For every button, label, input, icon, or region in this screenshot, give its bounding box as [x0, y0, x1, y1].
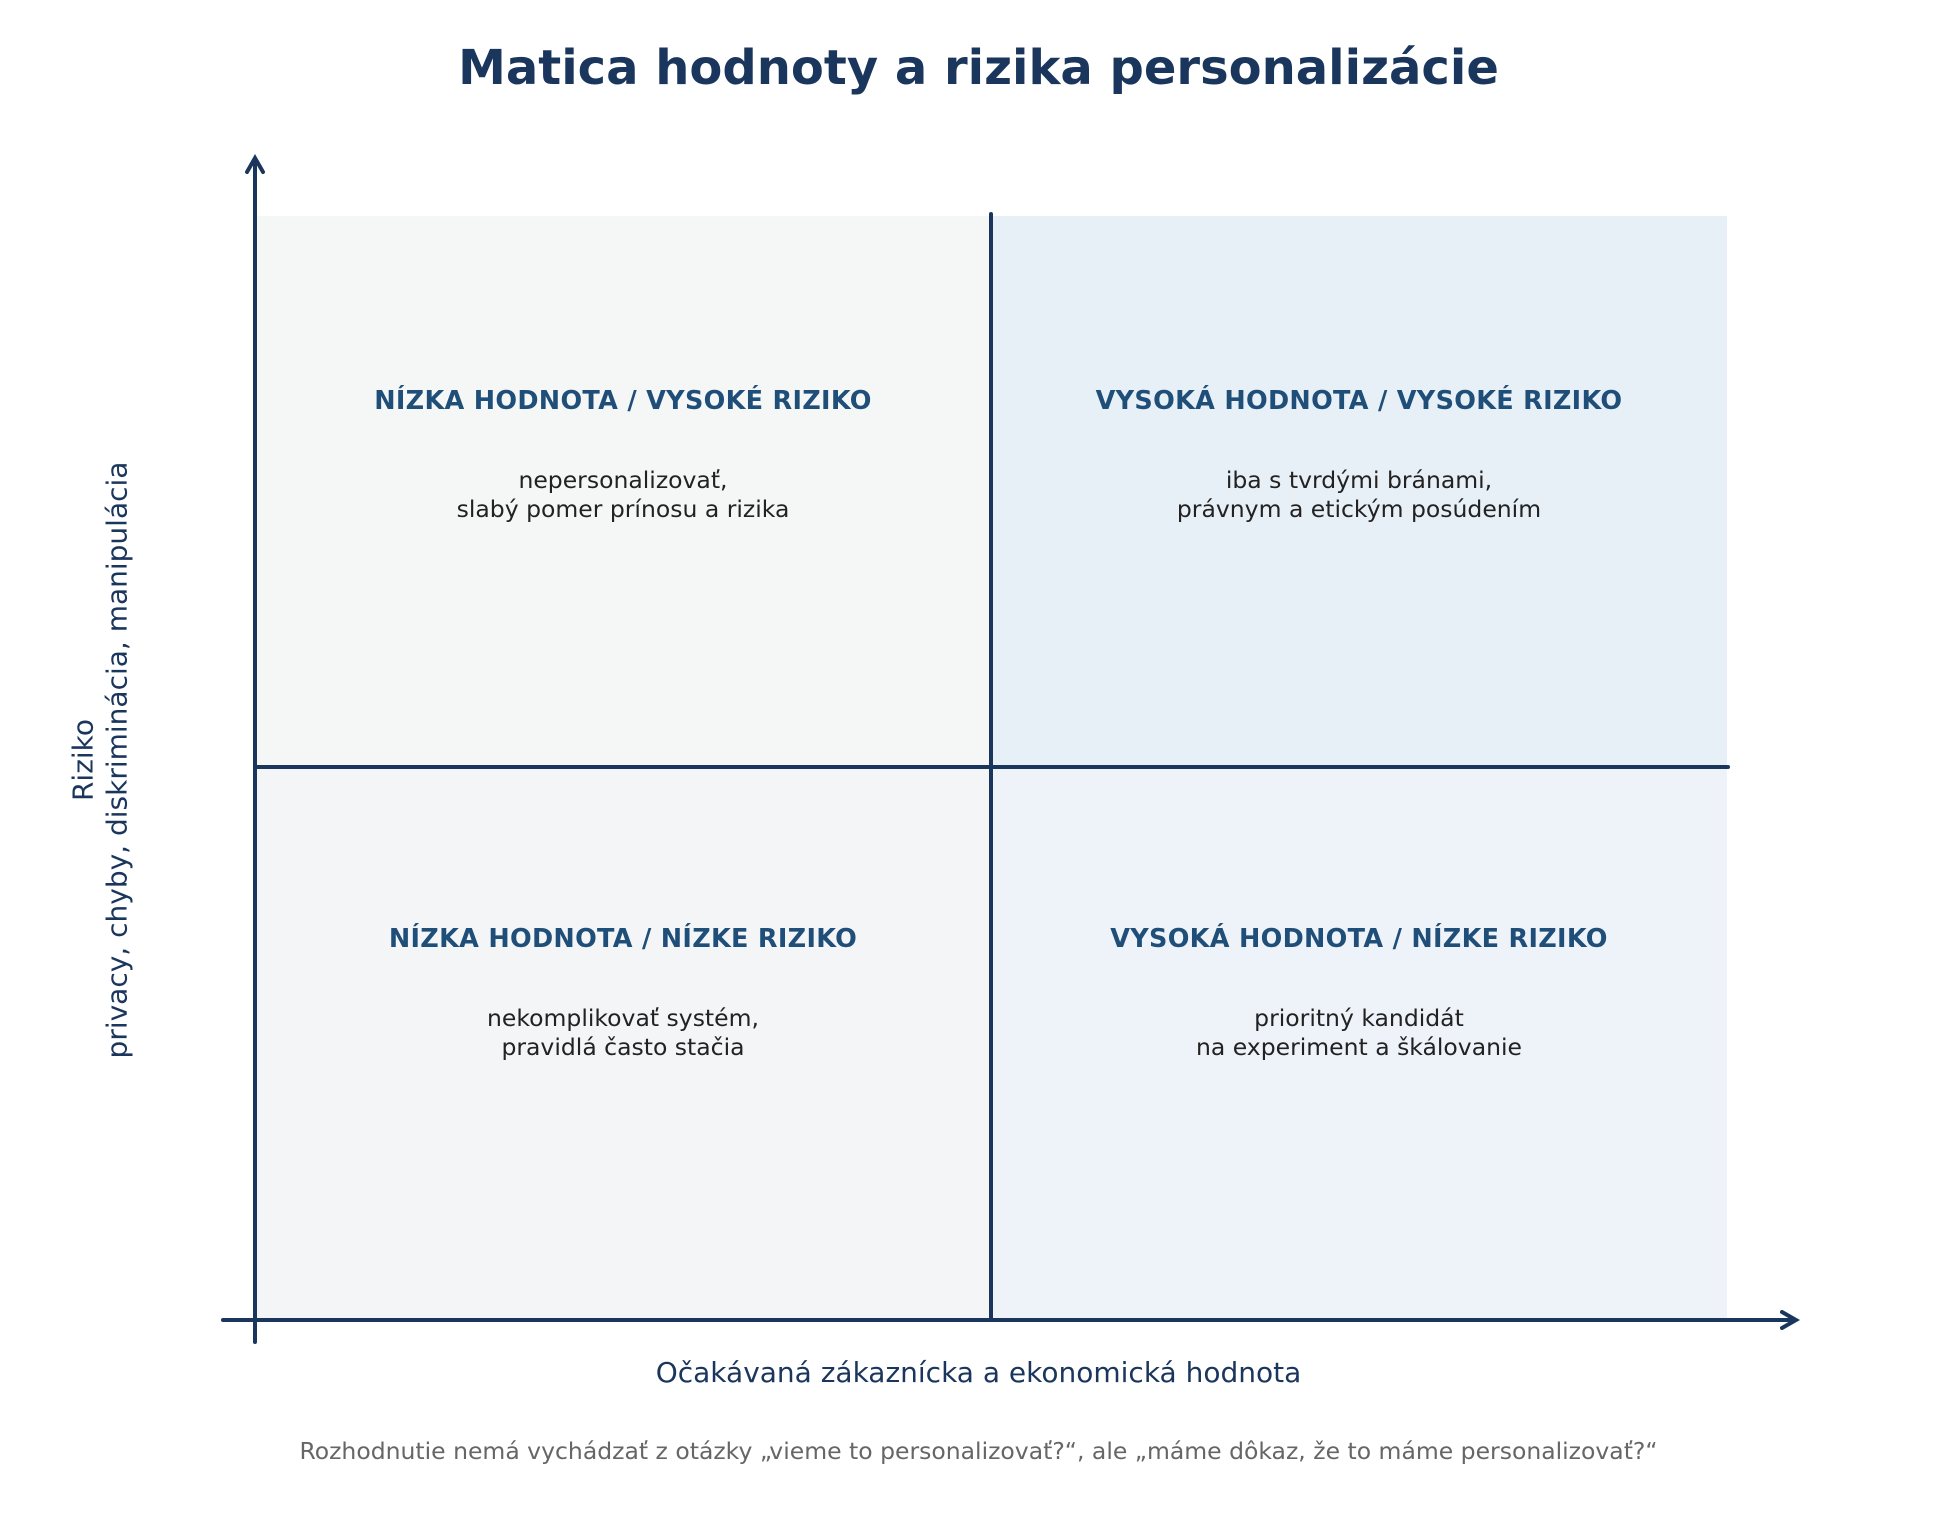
quadrant-bottom-left-title: NÍZKA HODNOTA / NÍZKE RIZIKO: [388, 924, 858, 954]
y-axis-label: [66, 410, 133, 1110]
quadrant-bottom-left-line2: pravidlá často stačia: [501, 1032, 745, 1061]
y-axis-label-line2: privacy, chyby, diskriminácia, manipulácia: [100, 461, 133, 1059]
quadrant-top-right-description: [995, 466, 1723, 523]
quadrant-bottom-right-title: VYSOKÁ HODNOTA / NÍZKE RIZIKO: [1110, 924, 1608, 954]
x-axis-label: Očakávaná zákaznícka a ekonomická hodnota: [655, 1356, 1302, 1389]
quadrant-top-left-line1: nepersonalizovať,: [518, 466, 728, 494]
quadrant-top-left-description: [259, 466, 987, 523]
diagram-title: Matica hodnoty a rizika personalizácie: [458, 40, 1499, 96]
quadrant-top-right-line1: iba s tvrdými bránami,: [1225, 466, 1493, 494]
quadrant-bottom-right-line2: na experiment a škálovanie: [1195, 1032, 1523, 1061]
quadrant-bottom-right-line1: prioritný kandidát: [1254, 1004, 1464, 1032]
footer-note: Rozhodnutie nemá vychádzať z otázky „vieme to personalizovať?“, ale „máme dôkaz, že to máme personalizovať?“: [299, 1437, 1658, 1465]
quadrant-bottom-left-line1: nekomplikovať systém,: [487, 1004, 759, 1032]
quadrant-bottom-right-description: [995, 1004, 1723, 1061]
quadrant-top-right-title: VYSOKÁ HODNOTA / VYSOKÉ RIZIKO: [1095, 386, 1623, 416]
quadrant-bottom-left-description: [259, 1004, 987, 1061]
quadrant-top-right-line2: právnym a etickým posúdením: [1176, 494, 1542, 523]
quadrant-top-left-line2: slabý pomer prínosu a rizika: [456, 494, 790, 523]
quadrant-top-left-title: NÍZKA HODNOTA / VYSOKÉ RIZIKO: [374, 386, 872, 416]
y-axis-label-line1: Riziko: [66, 718, 100, 802]
